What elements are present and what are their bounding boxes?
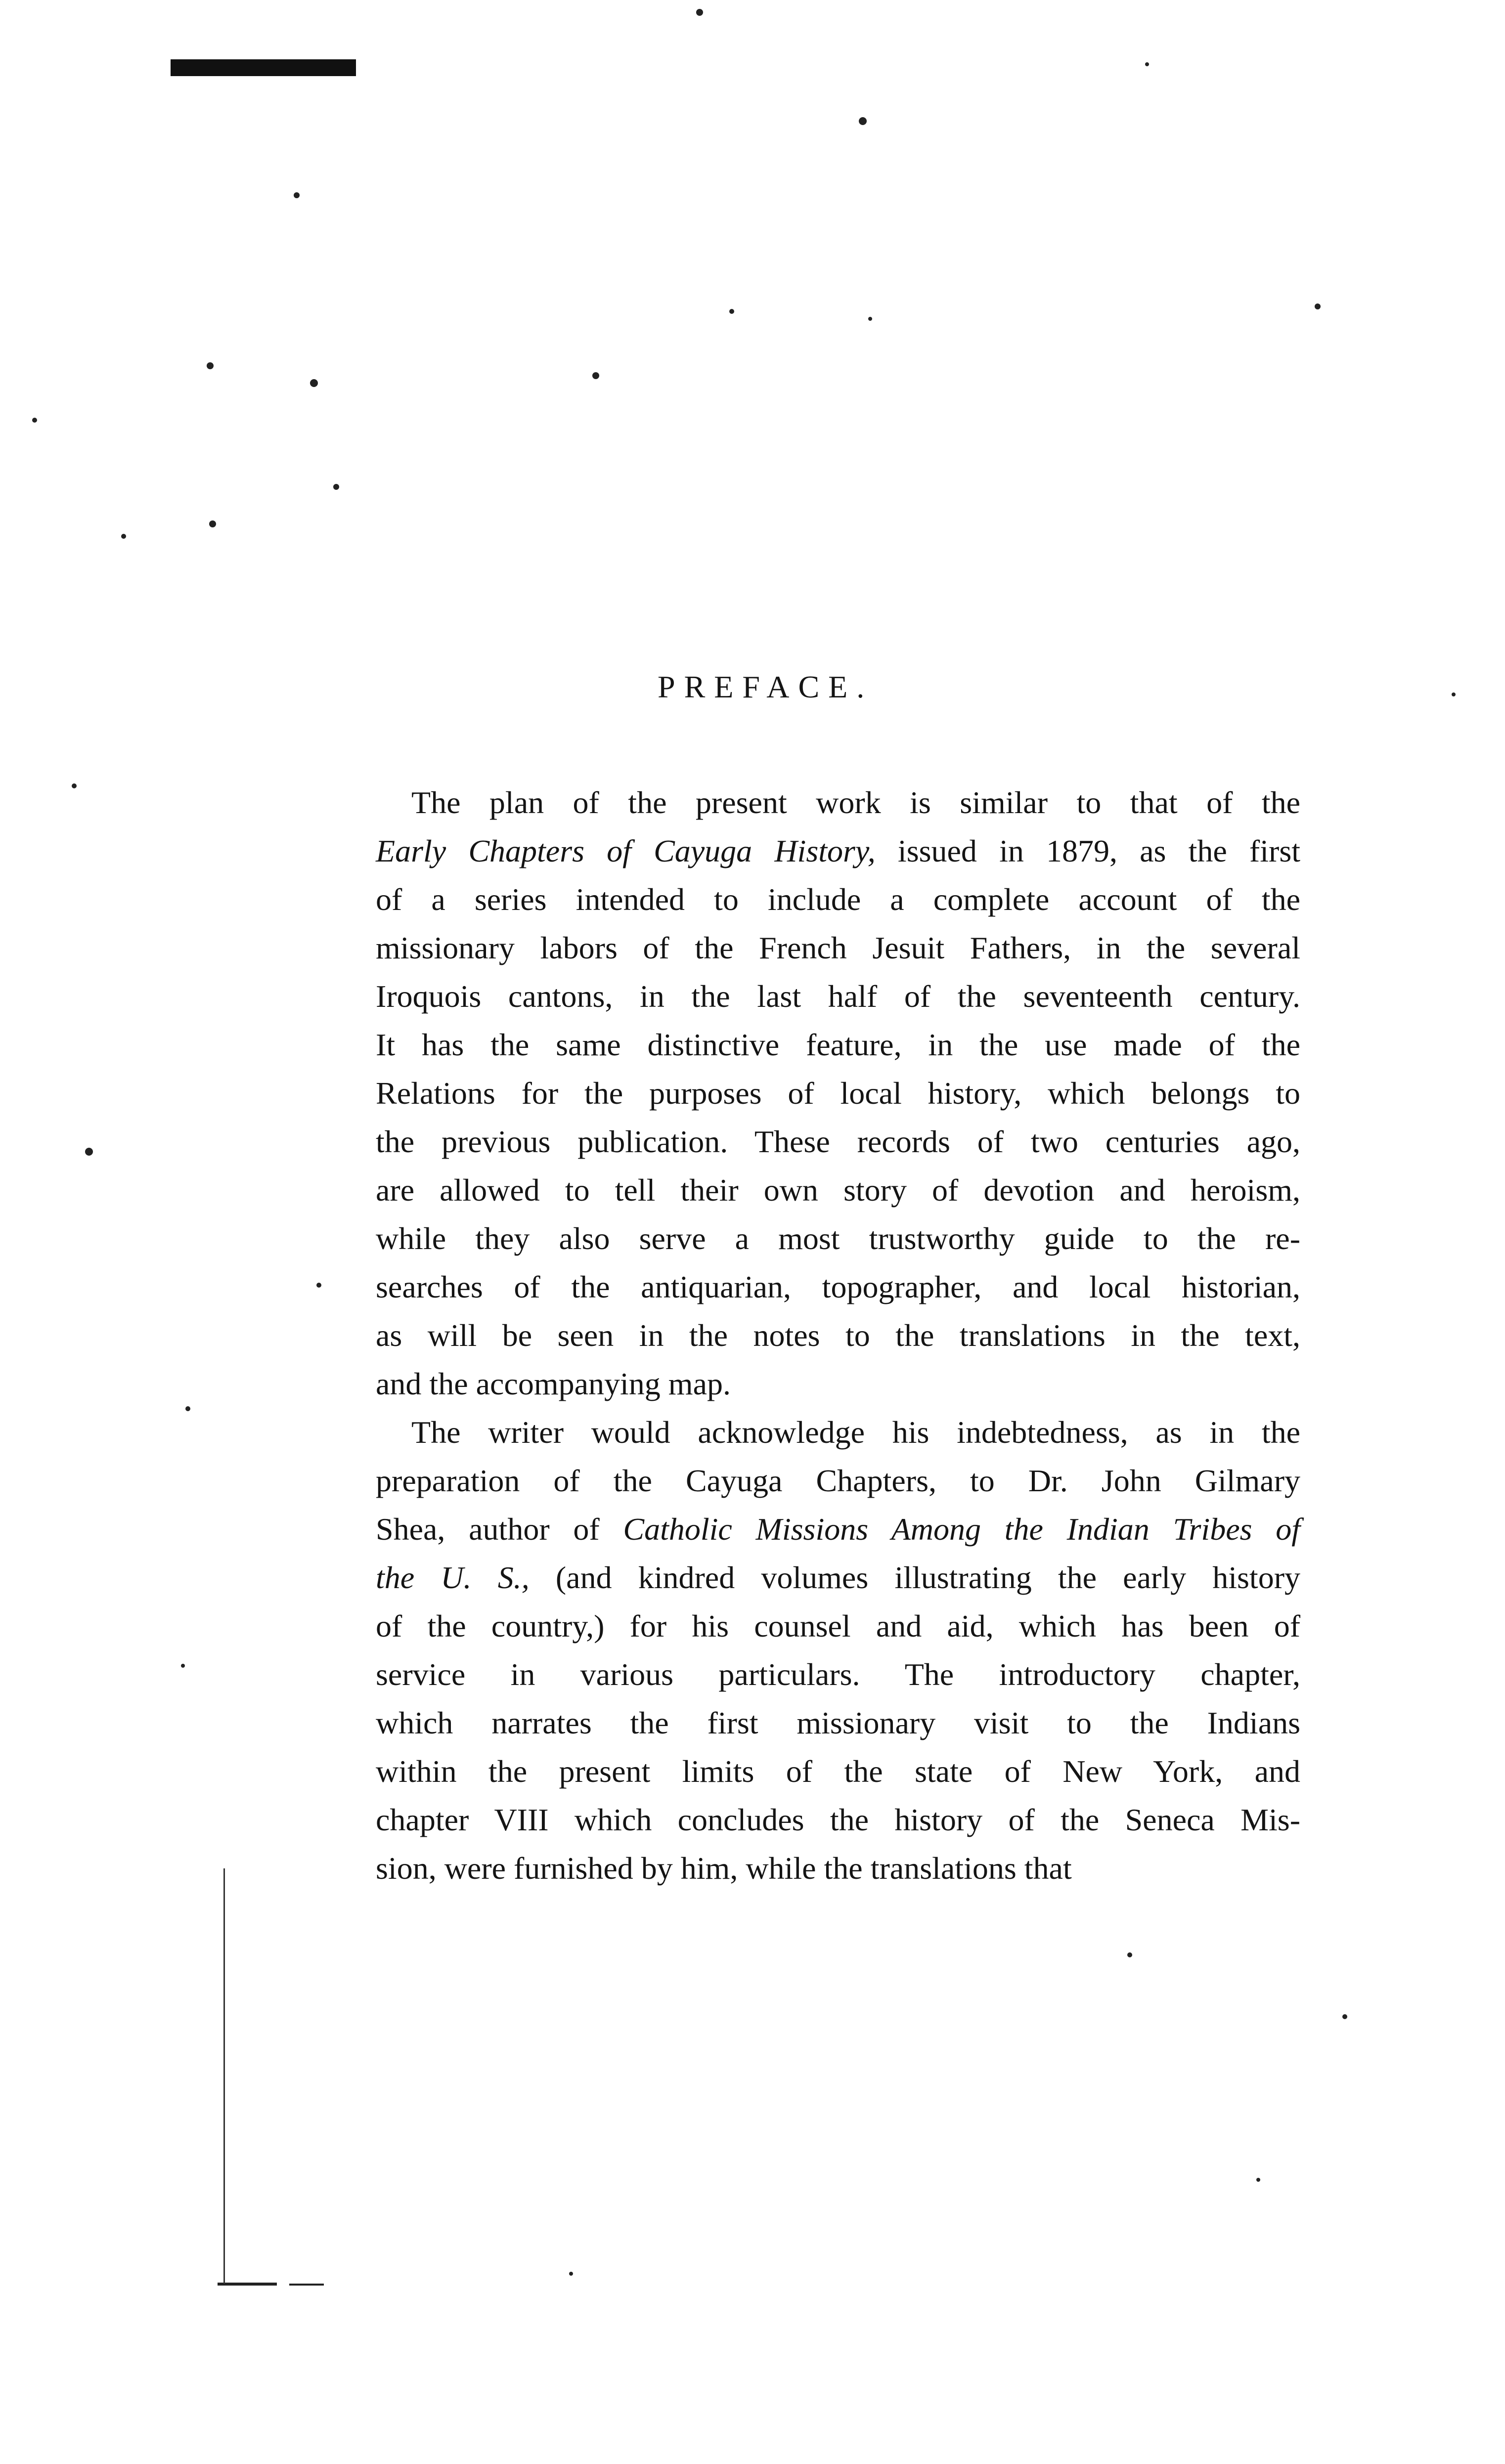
text-line [376,778,1300,827]
preface-body [376,778,1300,1893]
paragraph [376,1408,1300,1893]
italic-title-text: Early Chapters of Cayuga History, [376,833,876,868]
text-line [376,1505,1300,1554]
line-text: and the accompanying map. [376,1366,731,1401]
line-text: sion, were furnished by him, while the translations that [376,1851,1072,1886]
text-line [376,1069,1300,1118]
line-text: which narrates the first missionary visit to the Indians [376,1705,1300,1740]
text-line [376,924,1300,972]
edge-mark-bottom [289,2284,324,2286]
edge-mark-bottom-left [218,2283,277,2286]
line-text: Iroquois cantons, in the last half of the seventeenth century. [376,979,1300,1014]
line-text: preparation of the Cayuga Chapters, to Dr. John Gilmary [376,1463,1300,1498]
redaction-bar [171,59,356,76]
paragraph-container [376,778,1300,1893]
text-line [376,1650,1300,1699]
line-text: missionary labors of the French Jesuit Fathers, in the several [376,930,1300,965]
line-text: as will be seen in the notes to the translations in the text, [376,1318,1300,1353]
line-text: (and kindred volumes illustrating the early history [529,1560,1301,1595]
line-text: Shea, author of [376,1512,623,1547]
line-text: are allowed to tell their own story of devotion and heroism, [376,1172,1300,1208]
text-line [376,1796,1300,1844]
text-line [376,1699,1300,1747]
page-heading: PREFACE. [658,669,874,704]
text-line [376,1602,1300,1650]
text-line [376,1408,1300,1457]
line-text: the previous publication. These records of two centuries ago, [376,1124,1300,1159]
line-text: chapter VIII which concludes the history of the Seneca Mis- [376,1802,1300,1837]
text-line [376,875,1300,924]
text-line [376,1747,1300,1796]
line-text: service in various particulars. The introductory chapter, [376,1657,1300,1692]
line-text: It has the same distinctive feature, in the use made of the [376,1027,1300,1062]
line-text: The plan of the present work is similar to that of the [411,785,1300,820]
text-line [376,827,1300,875]
line-text: of the country,) for his counsel and aid, which has been of [376,1608,1300,1643]
paragraph [376,778,1300,1408]
binding-line [223,1868,225,2284]
text-line [376,1166,1300,1214]
line-text: searches of the antiquarian, topographer, and local historian, [376,1269,1300,1304]
line-text: while they also serve a most trustworthy guide to the re- [376,1221,1300,1256]
italic-title-text: the U. S., [376,1560,530,1595]
line-text: The writer would acknowledge his indebtedness, as in the [411,1415,1300,1450]
line-text: issued in 1879, as the first [875,833,1300,868]
text-line [376,1360,1300,1408]
line-text: of a series intended to include a complete account of the [376,882,1300,917]
text-line [376,1844,1300,1893]
text-line [376,1021,1300,1069]
text-line [376,972,1300,1021]
text-line [376,1214,1300,1263]
text-line [376,1457,1300,1505]
text-line [376,1118,1300,1166]
text-line [376,1263,1300,1311]
text-line [376,1554,1300,1602]
text-line [376,1311,1300,1360]
italic-title-text: Catholic Missions Among the Indian Tribes of [623,1512,1300,1547]
line-text: Relations for the purposes of local history, which belongs to [376,1076,1300,1111]
line-text: within the present limits of the state of New York, and [376,1754,1300,1789]
